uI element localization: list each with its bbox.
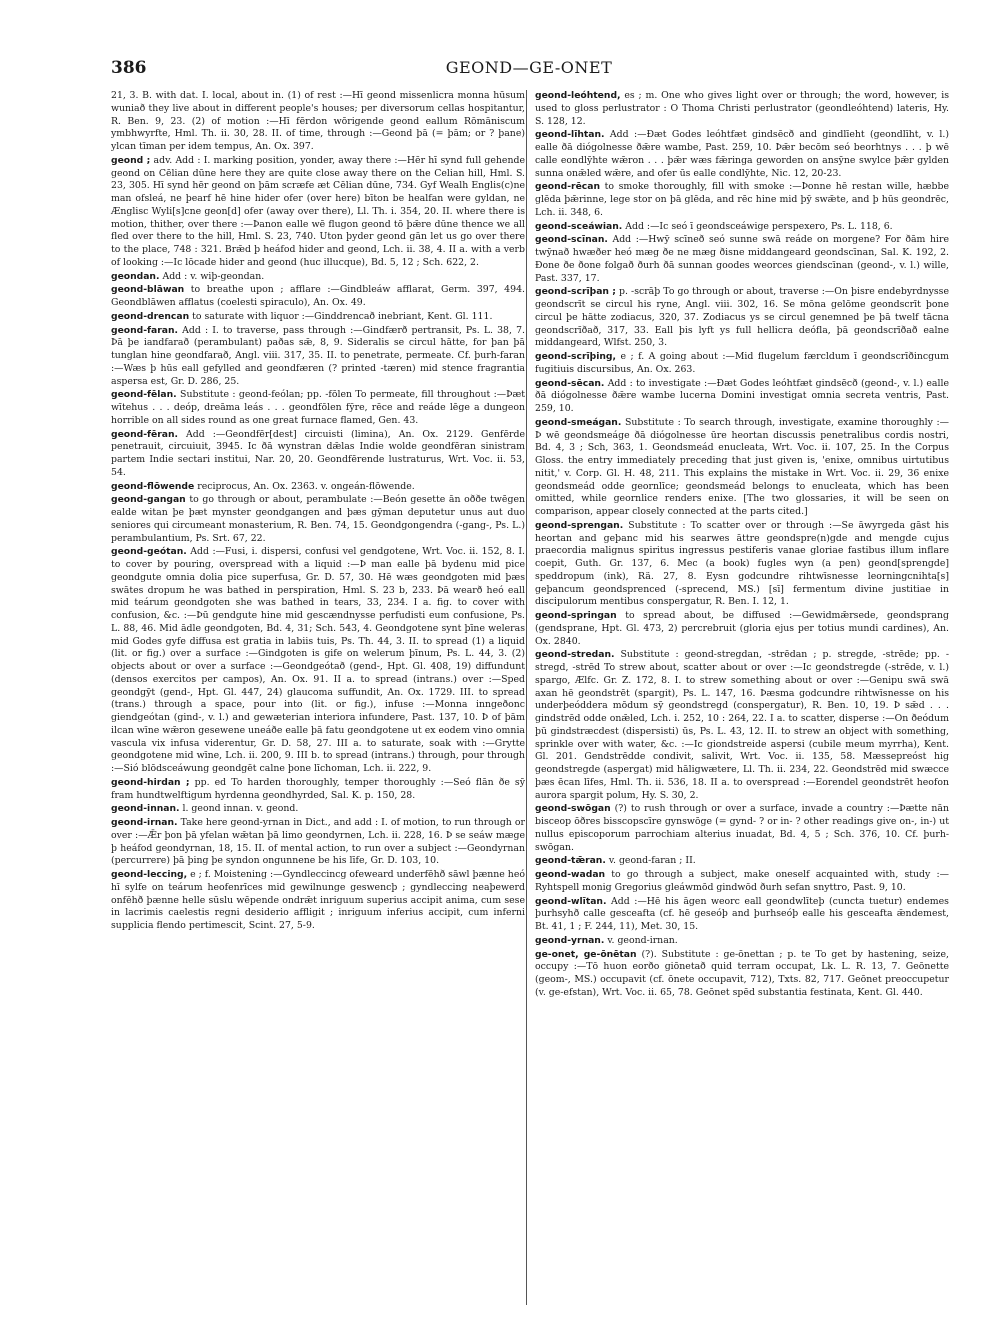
dictionary-entry: [535, 286, 949, 350]
entry-headword: geondan.: [111, 270, 160, 282]
dictionary-entry: [111, 494, 525, 545]
dictionary-entry: [535, 803, 949, 854]
entry-text: to go through or about, perambulate :—Beón gesette ān oððe twēgen ealde witan þe þæt mynster geondgangen and þæs gȳman deputetur unus aut duo seniores qui circumeant monasterium, R. Ben. 74, 15. Geondgongendra (-gang-, Ps. L.) perambulantium, Ps. Srt. 67, 22.: [111, 494, 525, 544]
entry-headword: geond-leóhtend,: [535, 90, 621, 101]
entry-headword: geond-flōwende: [111, 480, 195, 492]
dictionary-entry: [535, 181, 949, 219]
entry-text: Add :—Ðæt Godes leóhtfæt gindsēcð and gindlīeht (geondlīht, v. l.) ealle ðā diógolnesse ðǣre wambe, Past. 259, 10. Þǣr becōm seó beorhtnys . . . þ wē calle eondlȳhte wǣron . . . þǣr wæs fǣringa geworden on ansȳne swylce þǣr gylden sunna onǣled wǣre, and ofer ūs ealle condlȳhte, Nic. 12, 20-23.: [535, 129, 949, 179]
dictionary-entry: [111, 869, 525, 933]
dictionary-entry: [111, 481, 525, 494]
dictionary-entry: [111, 271, 525, 284]
entry-text: to go through a subject, make oneself acquainted with, study :—Ryhtspell monig Gregorius gleáwmōd gindwōd ðurh sefan snyttro, Past. 9, 10.: [535, 869, 949, 893]
dictionary-entry: [535, 417, 949, 519]
entry-text: (?). Substitute : ge-ōnettan ; p. te To get by hastening, seize, occupy :—Tō huon eorðo giōnetað quid terram occupat, Lk. L. R. 13, 7. Geōnette (geom-, MS.) occupavit (cf. ōnete occupavit, 712), Txts. 82, 717. Geōnet preoccupetur (v. ge-efstan), Wrt. Voc. ii. 65, 78. Geōnet spēd substantia festinata, Kent. Gl. 440.: [535, 948, 949, 998]
dictionary-entry: [535, 351, 949, 377]
dictionary-entry: [111, 389, 525, 427]
entry-text: to smoke thoroughly, fill with smoke :—Þonne hē restan wille, hæbbe glēda þǣrinne, lege stor on þā glēda, and rēc hine mid þȳ swǣte, and þ hūs geondrēc, Lch. ii. 348, 6.: [535, 181, 949, 218]
entry-text: Take here geond-yrnan in Dict., and add : I. of motion, to run through or over :—Ǣr þon þā yfelan wǣtan þā limo geondyrnen, Lch. ii. 228, 16. Þ se seáw mæge þ heáfod geondyrnan, 18, 15. II. of mental action, to run over a subject :—Geondyrnan (percurrere) þā þing þe syndon ongunnene be his līfe, Gr. D. 103, 10.: [111, 817, 525, 867]
entry-headword: geond-gangan: [111, 494, 186, 506]
dictionary-entry: [535, 610, 949, 648]
entry-headword: geond-scrīþing,: [535, 351, 616, 362]
page-number: 386: [111, 58, 147, 78]
entry-text: Substitute : To scatter over or through :—Se āwyrgeda gāst his heortan and geþanc mid his searwes āttre geondspre(n)gde and mengde cujus praecordia malignus spiritus ingressus pestiferis vanae gloriae fastibus illum inflare coepit, Guth. Gr. 137, 6. Mec (a book) fugles wyn (a pen) geond[sprengde] speddropum (ink), Rä. 27, 8. Eysn godcundre rihtwīsnesse leorningcnihta[s] geþancum geondsprenced (-sprecend, MS.) [sī] fermentum divine justitiae in discipulorum mentibus conspergatur, R. Ben. I. 12, 1.: [535, 519, 949, 608]
dictionary-entry: [535, 129, 949, 180]
dictionary-entry: [111, 311, 525, 324]
entry-text: l. geond innan. v. geond.: [182, 803, 299, 815]
entry-text: adv. Add : I. marking position, yonder, away there :—Hēr hī synd full gehende geond on Cēlian dūne here they are quite close away there on the Celian hill, Hml. S. 23, 305. Hī synd hēr geond on þām scræfe æt Cēlian dūne, 734. Gyf Wealh Englis(c)ne man ofsleá, ne þearf hē hine hider ofer (over here) bīton be healfan were gyldan, ne Ænglisc Wyli[s]cne geon[d] ofer (away over there), Ll. Th. i. 354, 20. II. where there is motion, thither, over there :—Þanon ealle wē flugon geond tō þǣre dūne thence we all fled over there to the hill, Hml. S. 23, 740. Uton þyder geond gān let us go over there to the place, 748 : 321. Brǣd þ heáfod hider and geond, Lch. ii. 38, 4. II a. with a verb of looking :—Ic lōcade hider and geond (huc illucque), Bd. 5, 12 ; Sch. 622, 2.: [111, 154, 525, 268]
entry-text: to saturate with liquor :—Ginddrencað inebriant, Kent. Gl. 111.: [192, 310, 493, 322]
dictionary-entry: [111, 429, 525, 480]
entry-text: Add :—Hē his āgen weorc eall geondwlīteþ (cuncta tuetur) endemes þurhsyhð calle gesceafta (cf. hē geseóþ and þurhseóþ ealle his gesceafta ǣndemest, Bt. 41, 1 ; F. 244, 11), Met. 30, 15.: [535, 895, 949, 932]
entry-headword: geond-faran.: [111, 324, 179, 336]
running-head: GEOND—GE-ONET: [445, 58, 613, 77]
dictionary-entry: [111, 803, 525, 816]
entry-headword: geond-sēcan.: [535, 377, 605, 389]
dictionary-entry: [111, 546, 525, 776]
entry-text: to spread about, be diffused :—Gewidmǣrsede, geondsprang (gendsprane, Hpt. Gl. 473, 2) percrebruit (gloria ejus per totius mundi cardines), An. Ox. 2840.: [535, 610, 949, 647]
entry-headword: geond-smeágan.: [535, 416, 622, 428]
dictionary-entry: [535, 90, 949, 128]
entry-text: e ; f. A going about :—Mid flugelum færcldum ī geondscrīðincgum fugitiuis discursibus, An. Ox. 263.: [535, 351, 949, 375]
entry-text: Add :—Geondfēr[dest] circuisti (limina), An. Ox. 2129. Genfērde penetrauit, circuiuit, 3945. Ic ðā wynstran dǣlas Indie wolde geondfēran sinistram partem Indie sectari institui, Nar. 20, 20. Geondfērende lustraturus, Wrt. Voc. ii. 53, 54.: [111, 428, 525, 478]
dictionary-entry: [535, 869, 949, 895]
entry-headword: geond-stredan.: [535, 649, 615, 661]
entry-headword: geond-scīnan.: [535, 234, 608, 246]
dictionary-entry: [111, 777, 525, 803]
entry-headword: geond-wlītan.: [535, 895, 607, 907]
page-header: [111, 58, 947, 82]
dictionary-entry: [111, 284, 525, 310]
entry-text: Add : I. to traverse, pass through :—Gindfærð pertransit, Ps. L. 38, 7. Þā þe iandfarað (perambulant) paðas sǣ, 8, 9. Sideralis se circul hātte, for þan þā tunglan hine geondfarað, Angl. viii. 317, 35. II. to penetrate, permeate. Cf. þurh-faran :—Wæs þ hūs eall gefylled and geondfæren (? printed -tæren) mid stence fragrantia aspersa est, Gr. D. 286, 25.: [111, 324, 525, 387]
entry-text: p. -scrāþ To go through or about, traverse :—On þisre endebyrdnysse geondscrīt se circul his ryne, Angl. viii. 302, 16. Se mōna gelōme geondscrīt þone circul þe hātte zodiacus, 320, 37. Zodiacus ys se circul genemned þe þā twelf tācna geondscrīðað, 317, 33. Eall þis lyft ys full hellicra deófla, þā geondscrīðað ealne middangeard, Wlfst. 250, 3.: [535, 286, 949, 349]
entry-headword: geond-geótan.: [111, 546, 187, 558]
entry-headword: geond ;: [111, 154, 151, 166]
dictionary-entry: [111, 90, 525, 154]
entry-headword: geond-scrīþan ;: [535, 286, 616, 298]
dictionary-entry: [535, 378, 949, 416]
entry-text: Add :—Ic seó ī geondsceáwige perspexero, Ps. L. 118, 6.: [625, 220, 893, 232]
entry-text: Add : to investigate :—Ðæt Godes leóhtfæt gindsēcð (geond-, v. l.) ealle ðā diógolnesse ðǣre wambe lucerna Domini investigat omnia secreta ventris, Past. 259, 10.: [535, 377, 949, 414]
dictionary-entry: [535, 949, 949, 1000]
dictionary-entry: [535, 520, 949, 609]
column-divider: [526, 90, 527, 1305]
entry-headword: geond-leccing,: [111, 869, 188, 880]
entry-headword: geond-sprengan.: [535, 519, 624, 531]
entry-text: Add :—Hwȳ scīneð seó sunne swā reáde on morgene? For ðām hire twȳnað hwæðer heó mæg ðe ne mæg ðisne middangeard geondscīnan, Sal. K. 192, 2. Ðone ðe ðone folgað ðurh ðā sunnan goodes weorces giendscīnan (geond-, v. l.) wille, Past. 337, 17.: [535, 234, 949, 284]
entry-headword: geond-fēlan.: [111, 389, 177, 401]
entry-headword: geond-fēran.: [111, 428, 179, 440]
right-column: [535, 90, 949, 1000]
entry-headword: geond-sceáwian.: [535, 220, 623, 232]
entry-text: Substitute : geond-stregdan, -strēdan ; p. stregde, -strēde; pp. -stregd, -strēd To strew about, scatter about or over :—Ic geondstregde (-strēde, v. l.) spargo, Ælfc. Gr. Z. 172, 8. I. to strew something about or over :—Genipu swā swā axan hē geondstrēt (spargit), Ps. L. 147, 16. Þæsma godcundre rihtwīsnesse on his underþeóddera mōdum sȳ geondstregd (conspergatur), R. Ben. 10, 19. Þ sǣd . . . gindstrēd odde onǣled, Lch. i. 252, 10 : 264, 22. I a. to scatter, disperse :—On ðeódum þū gindstræcdest (dispersisti) ūs, Ps. L. 43, 12. II. to strew an object with something, sprinkle over with water, &c. :—Ic giondstreide aspersi (cubile meum myrrha), Kent. Gl. 201. Gendstrēdde condivit, salivit, Wrt. Voc. ii. 135, 58. Mæssepreóst hig geondstregde (aspergat) mid hāligwætere, Ll. Th. ii. 234, 22. Geondstrēd mid swæcce þæs ēcan līfes, Hml. Th. ii. 536, 18. II a. to overspread :—Eorendel geondstrēt heofon aurora spargit polum, Hy. S. 30, 2.: [535, 649, 949, 801]
entry-headword: geond-wadan: [535, 869, 606, 880]
left-column: [111, 90, 525, 933]
entry-text: Add :—Fusi, i. dispersi, confusi vel gendgotene, Wrt. Voc. ii. 152, 8. I. to cover by pouring, overspread with a liquid :—Þ man ealle þā bydenu mid pice geondgute omnia dolia pice superfusa, Gr. D. 57, 30. Hē wæs geondgoten mid þæs swātes dropum he was bathed in perspiration, Hml. S. 23 b, 233. Þā wearð heó eall mid teárum geondgoten she was bathed in tears, 33, 234. I a. fig. to cover with confusion, &c. :—Þū gendgute hine mid gescændnysse perfudisti eum confusione, Ps. L. 88, 46. Mid ādle geondgoten, Bd. 4, 31; Sch. 543, 4. Geondgotene synt þīne weleras mid Godes gyfe diffusa est gratia in labiis tuis, Ps. Th. 44, 3. II. to spread (1) a liquid (lit. or fig.) over a surface :—Gindgoten is gife on welerum þīnum, Ps. L. 44, 3. (2) objects about or over a surface :—Geondgeótað (gend-, Hpt. Gl. 408, 19) diffundunt (densos exercitos per campos), An. Ox. 91. II a. to spread (intrans.) over :—Sped geondgȳt (gend-, Hpt. Gl. 447, 24) glaucoma suffundit, An. Ox. 1729. III. to spread (trans.) through a space, pour into (lit. or fig.), infuse :—Monna inngeðonc giendgeótan (gind-, v. l.) and gewæterian interiora infundere, Past. 137, 10. Þ of þām ilcan wīne wǣron gesewene uneáðe ealle þā fatu geondgotene ut ex eodem vino omnia vascula vix infusa viderentur, Gr. D. 58, 27. III a. to saturate, soak with :—Grytte geondgotene mid wīne, Lch. ii. 200, 9. III b. to spread (intrans.) through, pour through :—Sió blōdsceáwung geondgēt calne þone līchoman, Lch. ii. 222, 9.: [111, 546, 525, 774]
entry-headword: geond-swōgan: [535, 803, 611, 815]
entry-text: pp. ed To harden thoroughly, temper thoroughly :—Seó flān ðe sȳ fram hundtwelftigum hyrdenna geondhyrded, Sal. K. p. 150, 28.: [111, 776, 525, 801]
entry-headword: geond-līhtan.: [535, 129, 605, 141]
dictionary-entry: [535, 855, 949, 868]
entry-text: (?) to rush through or over a surface, invade a country :—Þætte nān bisceop ōðres bisscopscīre gynswōge (= gynd- ? or in- ? other readings give on-, in-) ut nullus episcoporum parrochiam alterius inuadat, Bd. 4, 5 ; Sch. 376, 10. Cf. þurh-swōgan.: [535, 803, 949, 853]
dictionary-entry: [535, 896, 949, 934]
entry-headword: geond-drencan: [111, 310, 190, 322]
entry-text: 21, 3. B. with dat. I. local, about in. (1) of rest :—Hī geond missenlicra monna hūsum wuniað they live about in different people's houses; per diversorum cellas hospitantur, R. Ben. 9, 23. (2) of motion :—Hī fērdon wōrigende geond eallum Rōmāniscum ymbhwyrfte, Hml. Th. ii. 30, 28. II. of time, through :—Geond þā (= þām; or ? þane) ylcan tīman per idem tempus, An. Ox. 397.: [111, 90, 525, 152]
dictionary-entry: [111, 325, 525, 389]
entry-headword: geond-springan: [535, 610, 617, 621]
entry-headword: ge-onet, ge-ōnētan: [535, 948, 637, 960]
entry-text: Substitute : geond-feólan; pp. -fōlen To permeate, fill throughout :—Þæt wītehus . . . deóp, dreāma leás . . . geondfōlen fȳre, rēce and reáde lēge a dungeon horrible on all sides round as one great furnace flamed, Gen. 43.: [111, 389, 525, 426]
dictionary-entry: [111, 155, 525, 270]
entry-headword: geond-irnan.: [111, 817, 178, 828]
dictionary-entry: [535, 221, 949, 234]
entry-headword: geond-yrnan.: [535, 934, 605, 946]
entry-headword: geond-tǣran.: [535, 855, 606, 867]
dictionary-entry: [535, 935, 949, 948]
dictionary-entry: [535, 649, 949, 802]
dictionary-entry: [535, 234, 949, 285]
entry-text: v. geond-faran ; II.: [608, 855, 696, 867]
entry-text: e ; f. Moistening :—Gyndleccincg ofeweard underfēhð sāwl þænne heó hī sylfe on teárum heofenrīces mid gewilnunge geswencþ ; gyndleccing neaþewerd onfēhð þænne helle sūslu wēpende ondrǣt inriguum superius accipit anima, cum sese in lacrimis caelestis regni desiderio affligit ; inriguum inferius accipit, cum inferni supplicia flendo pertimescit, Scint. 27, 5-9.: [111, 869, 525, 931]
entry-text: Substitute : To search through, investigate, examine thoroughly :—Þ wē geondsmeáge ðā diógolnesse ūre heortan discussis penetralibus cordis nostri, Bd. 4, 3 ; Sch, 363, 1. Geondsmeád enucleata, Wrt. Voc. ii. 107, 25. In the Corpus Gloss. the entry immediately preceding that just given is, 'enixe, omnibus uirtutibus nitit,' v. Corp. Gl. H. 48, 211. This explains the mistake in Wrt. Voc. ii. 29, 36 enixe geondsmeád odde geornlīce; geondsmeád belongs to enucleata, which has been omitted, while geornlice renders enixe. [The two glossaries, it will be seen on comparison, appear closely connected at the parts cited.]: [535, 416, 949, 517]
entry-headword: geond-blāwan: [111, 284, 185, 296]
entry-text: v. geond-irnan.: [607, 934, 678, 946]
dictionary-entry: [111, 817, 525, 868]
entry-text: es ; m. One who gives light over or through; the word, however, is used to gloss perlustrator : O Thoma Christi perlustrator (geondleóhtend) lateris, Hy. S. 128, 12.: [535, 90, 949, 127]
entry-text: to breathe upon ; afflare :—Gindbleáw afflarat, Germ. 397, 494. Geondblāwen afflatus (coelesti spiraculo), An. Ox. 49.: [111, 284, 525, 308]
entry-headword: geond-hirdan ;: [111, 776, 190, 788]
entry-text: Add : v. wiþ-geondan.: [162, 270, 265, 282]
entry-headword: geond-rēcan: [535, 181, 600, 193]
entry-headword: geond-innan.: [111, 803, 180, 815]
entry-text: reciprocus, An. Ox. 2363. v. ongeán-flōwende.: [197, 480, 415, 492]
